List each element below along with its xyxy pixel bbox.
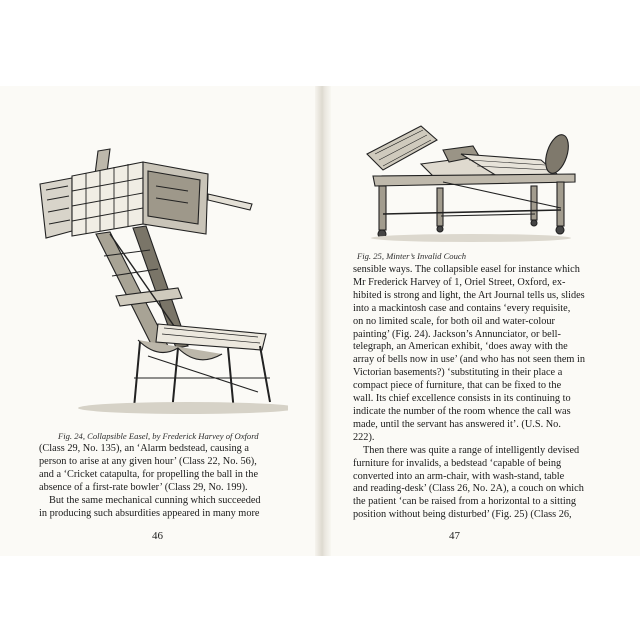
text-line: person to arise at any given hour’ (Class 22, No. 56), [39,455,257,467]
book-gutter [315,86,331,556]
text-line: in producing such absurdities appeared in many more [39,507,260,519]
left-paragraph-1 [39,443,275,495]
text-line: Mr Frederick Harvey of 1, Oriel Street, Oxford, ex- [353,276,566,288]
text-line: position without being disturbed’ (Fig. 25) (Class 26, [353,509,572,521]
text-line: But the same mechanical cunning which succeeded [49,494,261,506]
text-line: wall. Its chief excellence consists in its continuing to [353,393,571,405]
text-line: Then there was quite a range of intelligently devised [363,444,580,456]
right-paragraph-2 [353,445,613,522]
text-line: on no limited scale, for both oil and water-colour [353,315,555,327]
collapsible-easel-illustration [38,116,288,416]
text-line: 222). [353,431,375,443]
invalid-couch-illustration [361,116,591,246]
page-number-left: 46 [152,530,163,542]
left-paragraph-2 [39,495,275,521]
text-line: absence of a first-rate bowler’ (Class 29, No. 199). [39,481,248,493]
text-line: furniture for invalids, a bedstead ‘capable of being [353,457,562,469]
text-line: compact piece of furniture, that can be fixed to the [353,380,562,392]
text-line: the patient ‘can be raised from a horizontal to a sitting [353,496,577,508]
left-page [0,86,315,556]
right-body-text [353,264,613,522]
text-line: made, until the servant has answered it’. (U.S. No. [353,418,561,430]
text-line: and a ‘Cricket catapulta, for propelling the ball in the [39,468,259,480]
text-line: array of bells now in use’ (and who has not seen them in [353,354,586,366]
text-line: telegraph, an American exhibit, ‘does away with the [353,341,568,353]
text-line: Victorian basements?) ‘substituting in their place a [353,367,563,379]
left-body-text [39,443,275,520]
right-page [331,86,640,556]
text-line: and reading-desk’ (Class 26, No. 2A), a couch on which [353,483,584,495]
text-line: into a mackintosh case and contains ‘every requisite, [353,302,571,314]
text-line: converted into an arm-chair, with wash-stand, table [353,470,565,482]
right-paragraph-1 [353,264,613,445]
figure-24-caption: Fig. 24, Collapsible Easel, by Frederick Harvey of Oxford [58,431,259,441]
text-line: sensible ways. The collapsible easel for instance which [353,264,580,275]
text-line: (Class 29, No. 135), an ‘Alarm bedstead, causing a [39,443,249,454]
text-line: indicate the number of the room whence the call was [353,405,571,417]
page-number-right: 47 [449,530,460,542]
text-line: painting’ (Fig. 24). Jackson’s Annunciator, or bell- [353,328,561,340]
text-line: hibited is strong and light, the Art Journal tells us, slides [353,289,585,301]
figure-25-caption: Fig. 25, Minter’s Invalid Couch [357,251,467,261]
